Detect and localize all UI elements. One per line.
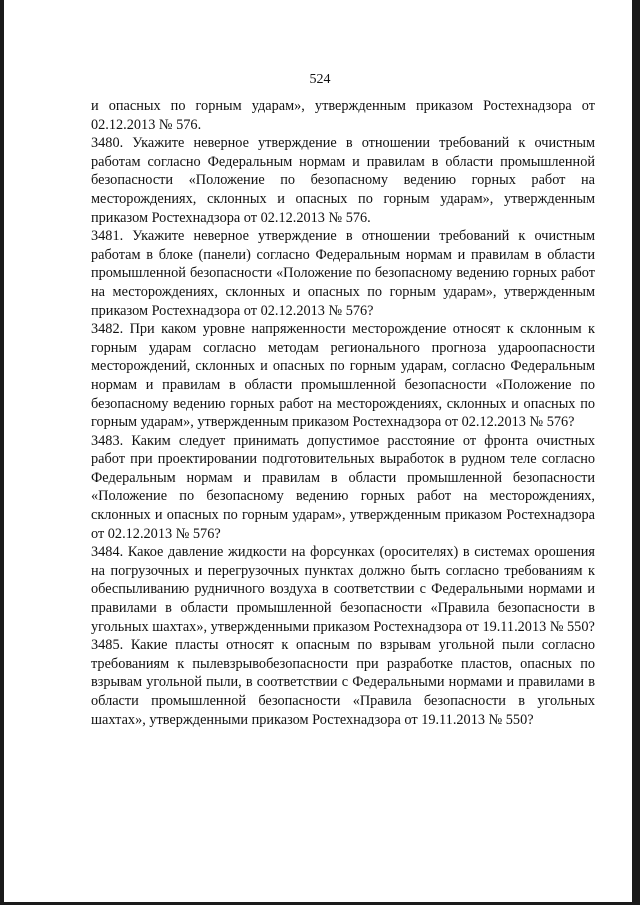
scan-edge-right bbox=[632, 0, 640, 905]
scan-edge-left bbox=[0, 0, 4, 905]
page-number: 524 bbox=[309, 72, 331, 87]
document-body bbox=[91, 97, 595, 729]
question-3484: 3484. Какое давление жидкости на форсунках (оросителях) в системах орошения на погрузочных и перегрузочных пунктах должно быть согласно требованиям к обеспыливанию рудничного воздуха в соответствии с Федеральными нормами и правилами в области промышленной безопасности «Правила безопасности в угольных шахтах», утвержденными приказом Ростехнадзора от 19.11.2013 № 550? bbox=[91, 544, 595, 635]
question-3481: 3481. Укажите неверное утверждение в отношении требований к очистным работам в блоке (панели) согласно Федеральным нормам и правилам в области промышленной безопасности «Положение по безопасному ведению горных работ на месторождениях, склонных и опасных по горным ударам», утвержденным приказом Ростехнадзора от 02.12.2013 № 576? bbox=[91, 228, 595, 319]
question-3483: 3483. Каким следует принимать допустимое расстояние от фронта очистных работ при проектировании подготовительных выработок в рудном теле согласно Федеральным нормам и правилам в области промышленной безопасности «Положение по безопасному ведению горных работ на месторождениях, склонных и опасных по горным ударам», утвержденным приказом Ростехнадзора от 02.12.2013 № 576? bbox=[91, 432, 595, 542]
paragraph-continuation: и опасных по горным ударам», утвержденным приказом Ростехнадзора от 02.12.2013 № 576. bbox=[91, 98, 595, 133]
question-3480: 3480. Укажите неверное утверждение в отношении требований к очистным работам согласно Федеральным нормам и правилам в области промышленной безопасности «Положение по безопасному ведению горных работ на месторождениях, склонных и опасных по горным ударам», утвержденным приказом Ростехнадзора от 02.12.2013 № 576. bbox=[91, 135, 595, 226]
question-3482: 3482. При каком уровне напряженности месторождение относят к склонным к горным ударам согласно методам регионального прогноза удароопасности месторождений, склонных и опасных по горным ударам, согласно Федеральным нормам и правилам в области промышленной безопасности «Положение по безопасному ведению горных работ на месторождениях, склонных и опасных по горным ударам», утвержденным приказом Ростехнадзора от 02.12.2013 № 576? bbox=[91, 321, 595, 431]
question-3485: 3485. Какие пласты относят к опасным по взрывам угольной пыли согласно требованиям к пылевзрывобезопасности при разработке пластов, опасных по взрывам угольной пыли, в соответствии с Федеральными нормами и правилами в области промышленной безопасности «Правила безопасности в угольных шахтах», утвержденными приказом Ростехнадзора от 19.11.2013 № 550? bbox=[91, 637, 595, 728]
